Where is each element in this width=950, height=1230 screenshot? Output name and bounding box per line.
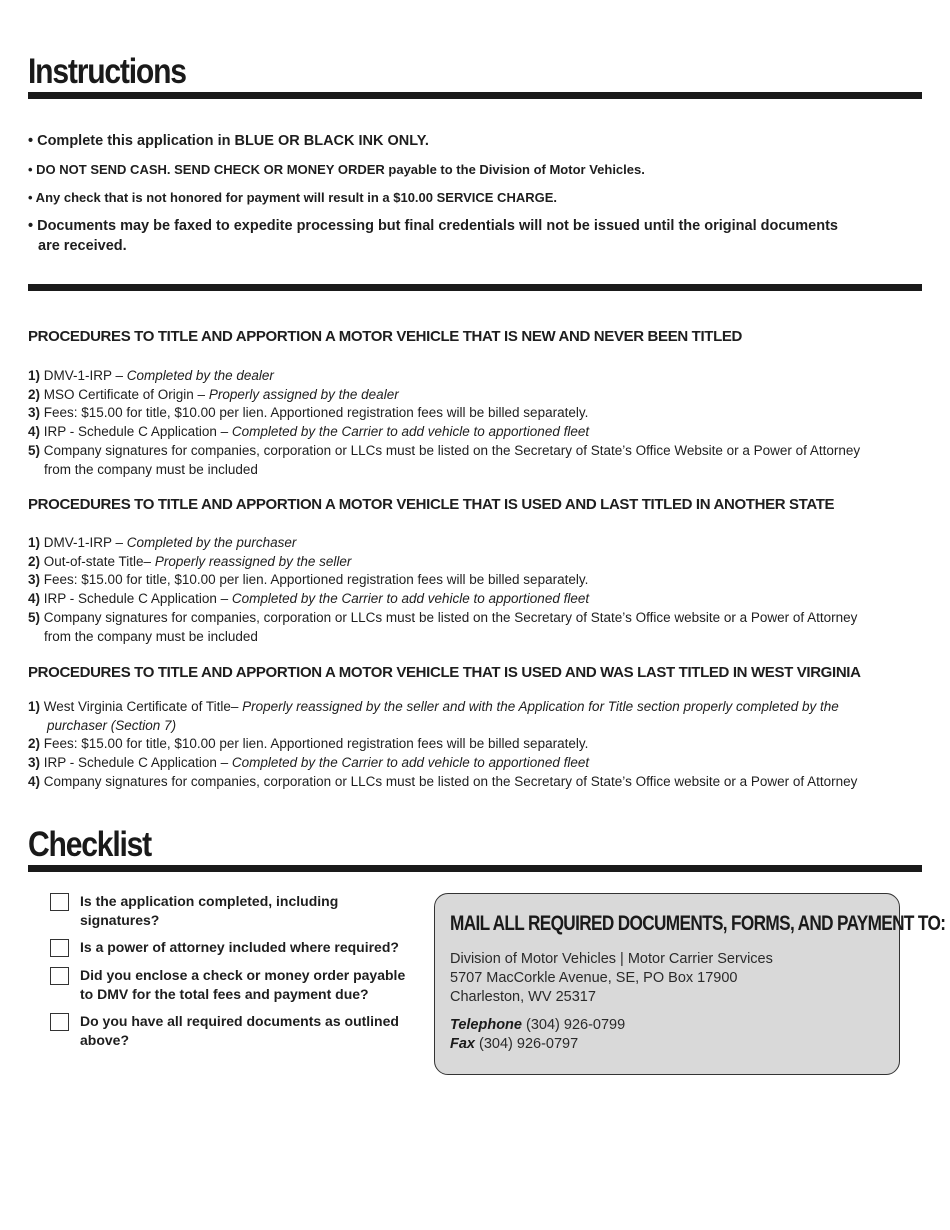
step-item: 2) Out-of-state Title– Properly reassigned by the seller [28,553,352,569]
fax-line [450,1035,625,1054]
checkbox[interactable] [50,1013,69,1031]
step-item: 3) Fees: $15.00 for title, $10.00 per lien. Apportioned registration fees will be billed separately. [28,572,589,588]
instruction-bullet-line: • Documents may be faxed to expedite processing but final credentials will not be issued until the original documents [28,218,838,234]
fax-number: (304) 926-0797 [475,1036,579,1052]
checklist-item[interactable] [50,966,430,1003]
instructions-bottom-rule [28,284,922,291]
contact-info [450,1016,625,1054]
instruction-bullet [28,216,922,256]
instructions-title: Instructions [28,52,186,91]
instruction-bullet: • DO NOT SEND CASH. SEND CHECK OR MONEY ORDER payable to the Division of Motor Vehicles. [28,162,645,177]
step-item: 4) Company signatures for companies, corporation or LLCs must be listed on the Secretary of State’s Office website or a Power of Attorney [28,773,858,789]
step-item: 3) IRP - Schedule C Application – Completed by the Carrier to add vehicle to apportioned fleet [28,755,590,771]
instruction-bullet: • Complete this application in BLUE OR BLACK INK ONLY. [28,133,429,149]
checklist-item-label: Did you enclose a check or money order payable to DMV for the total fees and payment due? [80,967,406,1002]
fax-label: Fax [450,1036,475,1052]
telephone-number: (304) 926-0799 [521,1017,626,1033]
step-item: 1) DMV-1-IRP – Completed by the dealer [28,368,274,383]
step-item: 2) Fees: $15.00 for title, $10.00 per lien. Apportioned registration fees will be billed separately. [28,736,589,752]
section-heading-new-vehicle: PROCEDURES TO TITLE AND APPORTION A MOTOR VEHICLE THAT IS NEW AND NEVER BEEN TITLED [28,328,743,345]
checklist-title: Checklist [28,825,152,864]
checkbox[interactable] [50,939,69,957]
instructions-rule [28,92,922,99]
mailing-title: MAIL ALL REQUIRED DOCUMENTS, FORMS, AND PAYMENT TO: [450,912,946,935]
step-item: 4) IRP - Schedule C Application – Completed by the Carrier to add vehicle to apportioned fleet [28,424,590,440]
address-line: Division of Motor Vehicles | Motor Carrier Services [450,951,773,967]
checklist-item[interactable] [50,938,430,957]
checklist-item[interactable] [50,1012,430,1049]
checkbox[interactable] [50,967,69,985]
checklist-item-label: Is the application completed, including signatures? [80,893,339,928]
section-steps-used-other-state [28,534,928,646]
section-steps-new-vehicle [28,367,928,479]
step-item: 5) Company signatures for companies, corporation or LLCs must be listed on the Secretary of State’s Office Website or a Power of Attorney from the company must be included [28,442,861,477]
checklist-item[interactable] [50,892,430,929]
mailing-address-box [434,893,946,1075]
mailing-address [450,950,773,1007]
section-heading-used-west-virginia: PROCEDURES TO TITLE AND APPORTION A MOTOR VEHICLE THAT IS USED AND WAS LAST TITLED IN WEST VIRGINIA [28,664,861,681]
step-item: 4) IRP - Schedule C Application – Completed by the Carrier to add vehicle to apportioned fleet [28,591,590,607]
checklist [50,892,430,1058]
section-heading-used-other-state: PROCEDURES TO TITLE AND APPORTION A MOTOR VEHICLE THAT IS USED AND LAST TITLED IN ANOTHER STATE [28,496,835,513]
step-item: 1) DMV-1-IRP – Completed by the purchaser [28,535,297,550]
instruction-bullet-continuation: are received. [38,238,127,254]
checkbox[interactable] [50,893,69,911]
address-line: Charleston, WV 25317 [450,989,596,1005]
checklist-item-label: Do you have all required documents as outlined above? [80,1013,399,1048]
telephone-label: Telephone [450,1017,522,1033]
section-steps-used-west-virginia [28,698,928,792]
instruction-bullet: • Any check that is not honored for payment will result in a $10.00 SERVICE CHARGE. [28,190,558,205]
address-line: 5707 MacCorkle Avenue, SE, PO Box 17900 [450,970,738,986]
step-item: 1) West Virginia Certificate of Title– Properly reassigned by the seller and with the Application for Title section properly completed by the purchaser (Section 7) [28,699,839,733]
telephone-line [450,1016,625,1035]
checklist-item-label: Is a power of attorney included where required? [80,939,399,955]
step-item: 3) Fees: $15.00 for title, $10.00 per lien. Apportioned registration fees will be billed separately. [28,405,589,421]
step-item: 2) MSO Certificate of Origin – Properly assigned by the dealer [28,386,399,402]
step-item: 5) Company signatures for companies, corporation or LLCs must be listed on the Secretary of State’s Office website or a Power of Attorney from the company must be included [28,609,858,644]
checklist-rule [28,865,922,872]
